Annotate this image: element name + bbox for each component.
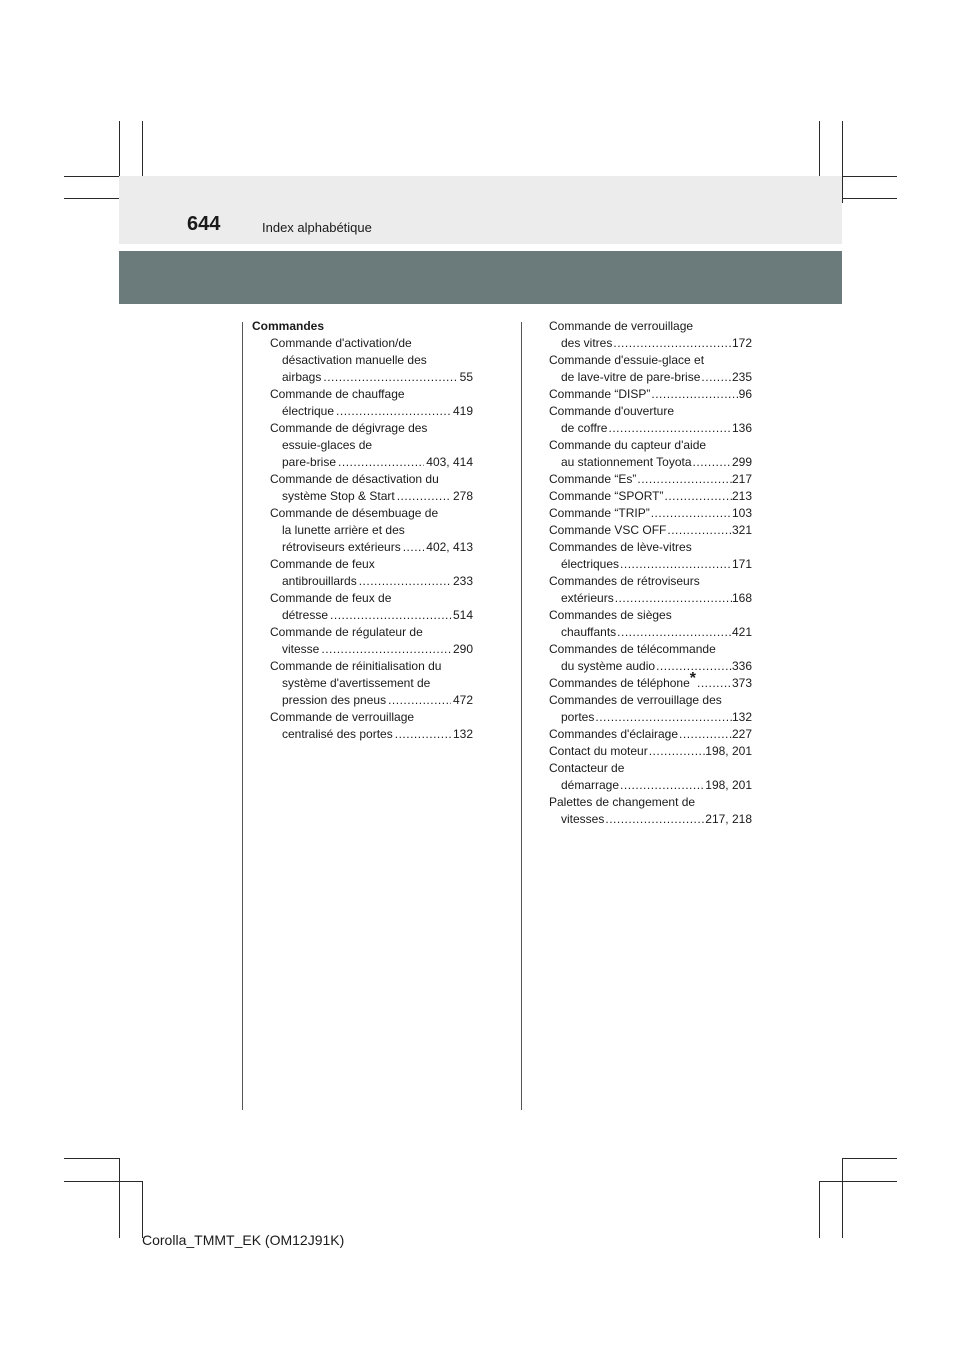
column-rule-left <box>242 322 243 1110</box>
crop-mark <box>142 121 143 176</box>
entry-text: Commande de verrouillage <box>270 710 415 724</box>
entry-text: électriques <box>561 557 620 571</box>
dot-leader <box>664 488 731 505</box>
entry-text: vitesse <box>282 642 320 656</box>
entry-text: de lave-vitre de pare-brise <box>561 370 701 384</box>
page-ref: 213 <box>731 489 752 503</box>
index-entry <box>549 488 752 505</box>
entry-text: Commande “SPORT” <box>549 489 664 503</box>
page-ref: 132 <box>731 710 752 724</box>
dot-leader <box>637 471 732 488</box>
dot-leader <box>651 505 732 522</box>
index-entry <box>549 403 752 437</box>
entry-text: chauffants <box>561 625 617 639</box>
entry-text: rétroviseurs extérieurs <box>282 540 401 554</box>
index-entry <box>549 505 752 522</box>
entry-text: Commande de feux <box>270 557 375 571</box>
entry-text: au stationnement Toyota <box>561 455 692 469</box>
entry-leader-line <box>549 743 752 760</box>
entry-leader-line <box>270 403 473 420</box>
entry-list <box>549 318 752 828</box>
crop-mark <box>842 198 897 199</box>
entry-leader-line <box>549 454 752 471</box>
dot-leader <box>336 403 451 420</box>
dot-leader <box>323 369 457 386</box>
index-entry <box>549 352 752 386</box>
dot-leader <box>605 811 705 828</box>
index-entry <box>252 420 473 471</box>
entry-leader-line <box>270 607 473 624</box>
entry-text: du système audio <box>561 659 656 673</box>
dot-leader <box>321 641 451 658</box>
entry-leader-line <box>549 335 752 352</box>
entry-text: Commandes de téléphone* <box>549 670 696 690</box>
entry-list <box>252 335 473 743</box>
page-ref: 198, 201 <box>705 744 752 758</box>
dot-leader <box>608 420 731 437</box>
page-ref: 103 <box>731 506 752 520</box>
dot-leader <box>330 607 451 624</box>
dot-leader <box>613 335 732 352</box>
entry-text: essuie-glaces de <box>282 438 373 452</box>
entry-text: des vitres <box>561 336 613 350</box>
entry-text: Commandes de rétroviseurs <box>549 574 700 588</box>
index-column-right <box>549 318 752 828</box>
entry-leader-line <box>549 369 752 386</box>
entry-text: de coffre <box>561 421 608 435</box>
entry-leader-line <box>270 539 473 556</box>
page-ref: 171 <box>731 557 752 571</box>
header-bar <box>119 251 842 304</box>
dot-leader <box>649 743 706 760</box>
entry-text: centralisé des portes <box>282 727 393 741</box>
entry-text: système d'avertissement de <box>282 676 431 690</box>
page-ref: 217, 218 <box>705 812 752 826</box>
dot-leader <box>651 386 738 403</box>
index-entry <box>252 505 473 556</box>
index-column-left <box>252 318 473 743</box>
entry-leader-line <box>549 522 752 539</box>
crop-mark <box>842 1158 843 1238</box>
index-entry <box>252 335 473 386</box>
crop-mark <box>819 1181 897 1182</box>
page-ref: 278 <box>452 489 473 503</box>
entry-text: Commande “Es” <box>549 472 637 486</box>
index-entry <box>252 386 473 420</box>
dot-leader <box>403 539 425 556</box>
entry-leader-line <box>270 454 473 471</box>
crop-mark <box>819 1181 820 1238</box>
crop-mark <box>819 121 820 176</box>
index-entry <box>252 590 473 624</box>
dot-leader <box>701 369 732 386</box>
entry-leader-line <box>549 488 752 505</box>
entry-text: antibrouillards <box>282 574 357 588</box>
entry-text: Contacteur de <box>549 761 625 775</box>
page-ref: 233 <box>452 574 473 588</box>
entry-leader-line <box>549 709 752 726</box>
column-rule-right <box>521 322 522 1110</box>
entry-text: Commandes d'éclairage <box>549 727 679 741</box>
entry-text: Commandes de télécommande <box>549 642 716 656</box>
page-ref: 136 <box>731 421 752 435</box>
index-entry <box>549 522 752 539</box>
index-entry <box>252 624 473 658</box>
crop-mark <box>64 1181 142 1182</box>
footnote-star: * <box>689 670 696 687</box>
entry-leader-line <box>549 386 752 403</box>
crop-mark <box>64 1158 119 1159</box>
index-entry <box>549 641 752 675</box>
entry-leader-line <box>270 488 473 505</box>
dot-leader <box>620 777 705 794</box>
page-ref: 373 <box>731 676 752 690</box>
index-entry <box>549 726 752 743</box>
page-ref: 299 <box>731 455 752 469</box>
entry-text: Palettes de changement de <box>549 795 696 809</box>
page-ref: 172 <box>731 336 752 350</box>
entry-text: la lunette arrière et des <box>282 523 405 537</box>
entry-text: Commande “DISP” <box>549 387 651 401</box>
entry-text: Commande de réinitialisation du <box>270 659 442 673</box>
entry-leader-line <box>549 590 752 607</box>
index-entry <box>549 692 752 726</box>
entry-text: Commande de dégivrage des <box>270 421 428 435</box>
dot-leader <box>693 454 732 471</box>
page-ref: 55 <box>459 370 473 384</box>
entry-leader-line <box>270 692 473 709</box>
index-entry <box>549 760 752 794</box>
dot-leader <box>620 556 732 573</box>
index-entry <box>549 743 752 760</box>
crop-mark <box>119 1158 120 1238</box>
dot-leader <box>679 726 732 743</box>
dot-leader <box>667 522 732 539</box>
entry-leader-line <box>549 420 752 437</box>
index-entry <box>549 318 752 352</box>
page-number: 644 <box>187 213 221 235</box>
entry-text: extérieurs <box>561 591 614 605</box>
entry-leader-line <box>549 624 752 641</box>
entry-text: Commande de régulateur de <box>270 625 423 639</box>
entry-text: Commande “TRIP” <box>549 506 650 520</box>
dot-leader <box>395 726 451 743</box>
index-entry <box>252 709 473 743</box>
entry-text: Contact du moteur <box>549 744 648 758</box>
entry-leader-line <box>549 471 752 488</box>
section-title: Index alphabétique <box>262 220 372 235</box>
entry-text: Commande d'essuie-glace et <box>549 353 705 367</box>
page-ref: 402, 413 <box>426 540 473 554</box>
entry-text: Commande VSC OFF <box>549 523 667 537</box>
entry-text: système Stop & Start <box>282 489 395 503</box>
dot-leader <box>338 454 424 471</box>
index-entry <box>549 386 752 403</box>
page-ref: 472 <box>452 693 473 707</box>
dot-leader <box>359 573 451 590</box>
page-ref: 198, 201 <box>705 778 752 792</box>
page-ref: 217 <box>731 472 752 486</box>
entry-leader-line <box>270 573 473 590</box>
entry-leader-line <box>549 658 752 675</box>
entry-text: électrique <box>282 404 335 418</box>
entry-leader-line <box>270 369 473 386</box>
dot-leader <box>697 675 732 692</box>
dot-leader <box>388 692 451 709</box>
dot-leader <box>615 590 732 607</box>
crop-mark <box>64 198 119 199</box>
page-ref: 336 <box>731 659 752 673</box>
entry-leader-line <box>549 505 752 522</box>
entry-text: Commande d'ouverture <box>549 404 675 418</box>
page-ref: 514 <box>452 608 473 622</box>
entry-text: Commande d'activation/de <box>270 336 412 350</box>
entry-leader-line <box>549 726 752 743</box>
page-ref: 96 <box>738 387 752 401</box>
dot-leader <box>595 709 732 726</box>
entry-text: Commande de désactivation du <box>270 472 439 486</box>
entry-leader-line <box>270 726 473 743</box>
entry-text: Commande de feux de <box>270 591 392 605</box>
index-entry <box>549 670 752 692</box>
page-ref: 419 <box>452 404 473 418</box>
entry-text: pression des pneus <box>282 693 387 707</box>
entry-leader-line <box>270 641 473 658</box>
page-ref: 132 <box>452 727 473 741</box>
crop-mark <box>842 121 843 203</box>
crop-mark <box>842 1158 897 1159</box>
index-entry <box>549 794 752 828</box>
page-ref: 421 <box>731 625 752 639</box>
index-entry <box>252 556 473 590</box>
entry-text: désactivation manuelle des <box>282 353 427 367</box>
header-band <box>119 176 842 244</box>
dot-leader <box>617 624 732 641</box>
page-ref: 227 <box>731 727 752 741</box>
entry-text: Commande de verrouillage <box>549 319 694 333</box>
page-ref: 235 <box>731 370 752 384</box>
page-ref: 290 <box>452 642 473 656</box>
entry-text: airbags <box>282 370 322 384</box>
page-ref: 168 <box>731 591 752 605</box>
index-entry <box>549 471 752 488</box>
entry-text: Commande de chauffage <box>270 387 405 401</box>
entry-leader-line <box>549 811 752 828</box>
crop-mark <box>142 1181 143 1238</box>
dot-leader <box>397 488 451 505</box>
page-ref: 403, 414 <box>426 455 473 469</box>
entry-text: Commande de désembuage de <box>270 506 439 520</box>
index-entry <box>252 658 473 709</box>
group-title: Commandes <box>252 319 325 333</box>
entry-text: détresse <box>282 608 329 622</box>
entry-text: démarrage <box>561 778 620 792</box>
entry-text: pare-brise <box>282 455 337 469</box>
entry-leader-line <box>549 670 752 692</box>
entry-leader-line <box>549 556 752 573</box>
page-ref: 321 <box>731 523 752 537</box>
index-entry <box>549 539 752 573</box>
index-entry <box>549 607 752 641</box>
entry-text: Commande du capteur d'aide <box>549 438 707 452</box>
index-entry <box>252 471 473 505</box>
document-id: Corolla_TMMT_EK (OM12J91K) <box>142 1232 345 1248</box>
entry-text: vitesses <box>561 812 605 826</box>
entry-leader-line <box>549 777 752 794</box>
entry-text: portes <box>561 710 595 724</box>
entry-text: Commandes de lève-vitres <box>549 540 692 554</box>
entry-text: Commandes de sièges <box>549 608 672 622</box>
index-entry <box>549 573 752 607</box>
index-entry <box>549 437 752 471</box>
entry-text: Commandes de verrouillage des <box>549 693 722 707</box>
